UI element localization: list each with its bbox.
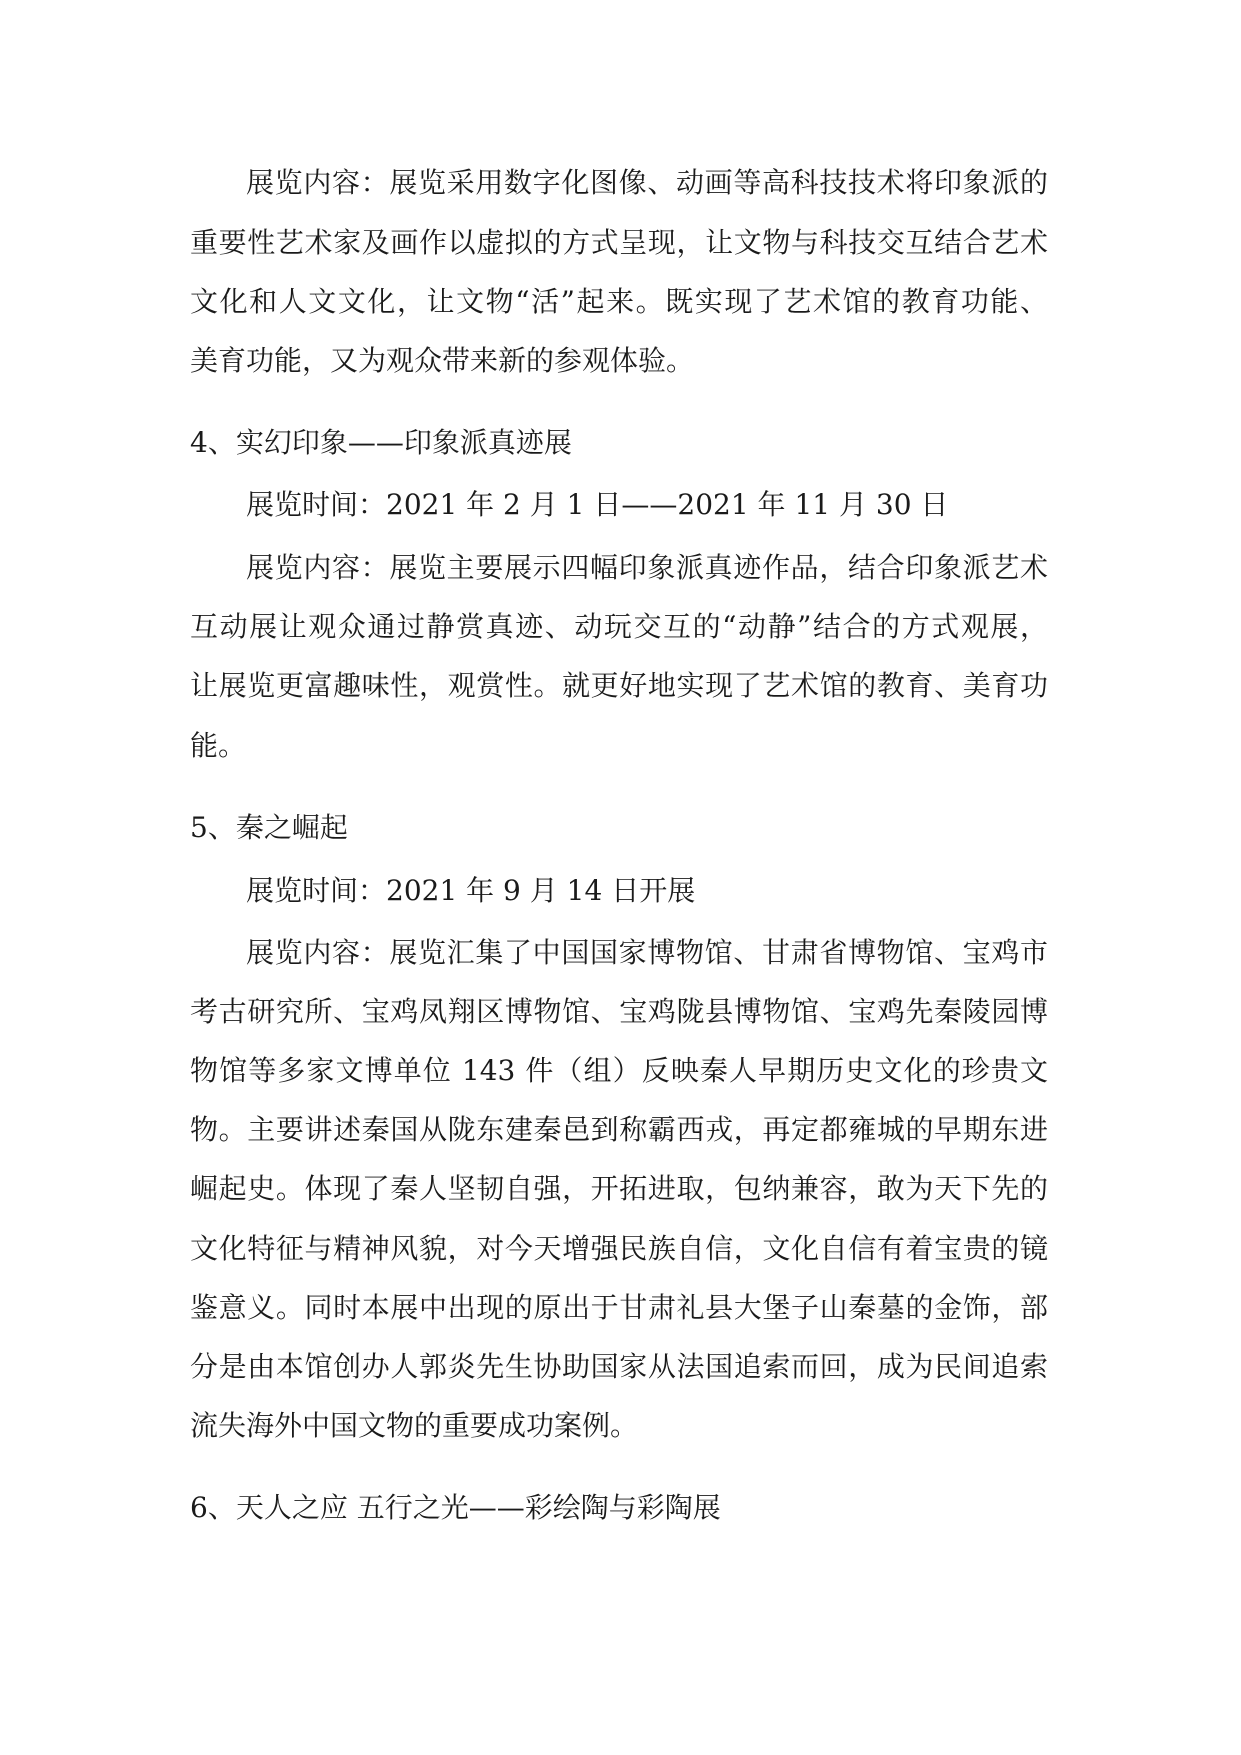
paragraph-line: 文化特征与精神风貌，对今天增强民族自信，文化自信有着宝贵的镜 — [190, 1232, 1048, 1265]
paragraph-line: 能。 — [190, 729, 247, 762]
paragraph-line: 鉴意义。同时本展中出现的原出于甘肃礼县大堡子山秦墓的金饰，部 — [190, 1291, 1048, 1324]
paragraph-line: 展览内容：展览采用数字化图像、动画等高科技技术将印象派的 — [246, 166, 1048, 199]
paragraph-line: 互动展让观众通过静赏真迹、动玩交互的“动静”结合的方式观展， — [190, 610, 1048, 643]
paragraph-line: 展览内容：展览主要展示四幅印象派真迹作品，结合印象派艺术 — [246, 551, 1048, 584]
paragraph-line: 文化和人文文化，让文物“活”起来。既实现了艺术馆的教育功能、 — [190, 285, 1048, 318]
paragraph-line: 让展览更富趣味性，观赏性。就更好地实现了艺术馆的教育、美育功 — [190, 669, 1048, 702]
paragraph-line: 物馆等多家文博单位 143 件（组）反映秦人早期历史文化的珍贵文 — [190, 1054, 1048, 1087]
paragraph-line: 美育功能，又为观众带来新的参观体验。 — [190, 344, 695, 377]
exhibit-date: 展览时间：2021 年 9 月 14 日开展 — [246, 874, 696, 907]
section-heading: 5、秦之崛起 — [190, 811, 348, 844]
paragraph-line: 考古研究所、宝鸡凤翔区博物馆、宝鸡陇县博物馆、宝鸡先秦陵园博 — [190, 995, 1048, 1028]
paragraph-line: 崛起史。体现了秦人坚韧自强，开拓进取，包纳兼容，敢为天下先的 — [190, 1172, 1048, 1205]
section-heading: 6、天人之应 五行之光——彩绘陶与彩陶展 — [190, 1491, 721, 1524]
paragraph-line: 重要性艺术家及画作以虚拟的方式呈现，让文物与科技交互结合艺术 — [190, 226, 1048, 259]
section-heading: 4、实幻印象——印象派真迹展 — [190, 426, 572, 459]
paragraph-line: 分是由本馆创办人郭炎先生协助国家从法国追索而回，成为民间追索 — [190, 1350, 1048, 1383]
exhibit-date: 展览时间：2021 年 2 月 1 日——2021 年 11 月 30 日 — [246, 488, 949, 521]
paragraph-line: 展览内容：展览汇集了中国国家博物馆、甘肃省博物馆、宝鸡市 — [246, 936, 1048, 969]
paragraph-line: 流失海外中国文物的重要成功案例。 — [190, 1409, 639, 1442]
paragraph-line: 物。主要讲述秦国从陇东建秦邑到称霸西戎，再定都雍城的早期东进 — [190, 1113, 1048, 1146]
